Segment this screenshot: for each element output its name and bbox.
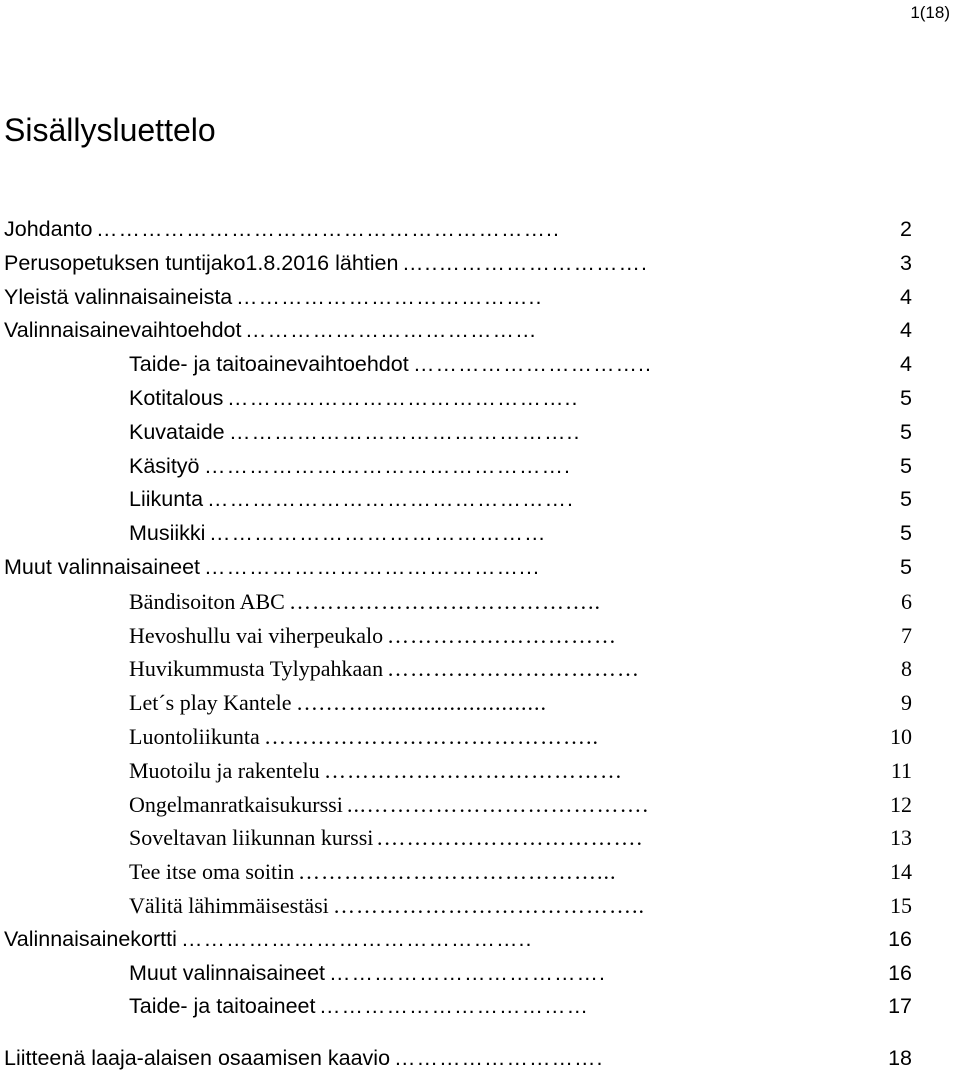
toc-entry-label: Kotitalous (129, 382, 225, 415)
toc-page-number: 5 (896, 483, 912, 516)
toc-page-number: 3 (896, 247, 912, 280)
toc-entry-label: Johdanto (4, 213, 94, 246)
toc-page-number: 5 (896, 517, 912, 550)
toc-entry[interactable] (0, 517, 960, 551)
toc-entry-label: Liikunta (129, 483, 205, 516)
toc-page-number: 2 (896, 213, 912, 246)
toc-page-number: 5 (896, 450, 912, 483)
toc-dot-leader: …………………………………………………….. (96, 217, 560, 241)
toc-dot-leader: …………………………………….. (264, 723, 599, 749)
toc-page-number: 10 (886, 720, 912, 753)
toc-dot-leader: ……………………………………….. (181, 926, 533, 951)
toc-entry-label: Yleistä valinnaisaineista (4, 281, 234, 314)
toc-dot-leader: ………………………… (387, 622, 617, 648)
toc-dot-leader: ……………………………………... (204, 554, 540, 579)
toc-entry-label: Musiikki (129, 517, 207, 550)
toc-dot-leader: …………………………………... (298, 859, 617, 885)
toc-entry[interactable] (0, 923, 960, 957)
toc-entry-label: Huvikummusta Tylypahkaan (129, 652, 385, 685)
toc-dot-leader: ……………………………… (319, 994, 589, 1019)
toc-entry[interactable] (0, 551, 960, 585)
toc-entry[interactable] (0, 821, 960, 855)
toc-dot-leader: ………………………. (394, 1046, 604, 1071)
toc-entry[interactable] (0, 957, 960, 991)
toc-entry-label: Taide- ja taitoaineet (129, 990, 317, 1023)
toc-entry-label: Soveltavan liikunnan kurssi (129, 821, 375, 854)
toc-page-number: 14 (886, 855, 912, 888)
toc-entry-label: Valinnaisainevaihtoehdot (4, 314, 243, 347)
toc-entry-label: Muut valinnaisaineet (129, 957, 327, 990)
toc-entry[interactable] (0, 585, 960, 619)
toc-entry-label: Let´s play Kantele (129, 686, 294, 719)
toc-entry[interactable] (0, 314, 960, 348)
toc-entry[interactable] (0, 788, 960, 822)
toc-entry-label: Välitä lähimmäisestäsi (129, 889, 331, 922)
toc-dot-leader: ……………………………………… (209, 521, 547, 546)
toc-dot-leader: ….……........................... (296, 690, 547, 716)
toc-entry[interactable] (0, 652, 960, 686)
toc-dot-leader: …………………………………………. (207, 487, 574, 512)
toc-page-number: 6 (897, 585, 912, 618)
toc-entry[interactable] (0, 686, 960, 720)
toc-entry[interactable] (0, 855, 960, 889)
toc-page-number: 18 (884, 1042, 912, 1075)
toc-dot-leader: ……………………………………….. (229, 419, 581, 444)
toc-entry-label: Liitteenä laaja-alaisen osaamisen kaavio (4, 1042, 392, 1075)
page-number: 1(18) (910, 3, 950, 22)
toc-page-number: 16 (884, 923, 912, 956)
toc-dot-leader: ………………………….. (413, 352, 652, 377)
toc-dot-leader: ………………………………….. (333, 892, 645, 918)
toc-page-number: 5 (896, 551, 912, 584)
toc-title: Sisällysluettelo (4, 112, 216, 148)
toc-entry-label: Perusopetuksen tuntijako1.8.2016 lähtien (4, 247, 400, 280)
toc-dot-leader: …………………………………………. (204, 453, 571, 478)
toc-dot-leader: ………………………………. (329, 960, 606, 985)
toc-dot-leader: …..………………………. (402, 250, 648, 275)
toc-entry-label: Tee itse oma soitin (129, 855, 296, 888)
toc-entry[interactable] (0, 382, 960, 416)
toc-dot-leader: ...………………………………. (347, 791, 649, 817)
toc-dot-leader: …………………………… (387, 656, 640, 682)
toc-dot-leader: ………………………………… (245, 318, 538, 343)
toc-entry[interactable] (0, 348, 960, 382)
toc-page-number: 7 (897, 619, 912, 652)
toc-entry[interactable] (0, 416, 960, 450)
toc-page-number: 8 (897, 652, 912, 685)
toc-entry[interactable] (0, 450, 960, 484)
toc-entry-label: Käsityö (129, 450, 202, 483)
toc-page-number: 12 (886, 788, 912, 821)
toc-entry[interactable] (0, 990, 960, 1024)
toc-entry-label: Valinnaisainekortti (4, 923, 179, 956)
toc-entry[interactable] (0, 720, 960, 754)
toc-entry-label: Muotoilu ja rakentelu (129, 754, 322, 787)
table-of-contents (0, 213, 960, 1076)
toc-dot-leader: .……………………………. (377, 825, 643, 851)
toc-entry[interactable] (0, 483, 960, 517)
toc-entry[interactable] (0, 247, 960, 281)
toc-dot-leader: ………………………………….. (236, 284, 543, 309)
toc-dot-leader: ………………………………… (324, 757, 623, 783)
toc-entry[interactable] (0, 889, 960, 923)
toc-page-number: 13 (886, 821, 912, 854)
toc-page-number: 5 (896, 382, 912, 415)
toc-dot-leader: ……………………………………….. (227, 385, 579, 410)
toc-page-number: 4 (896, 281, 912, 314)
toc-entry[interactable] (0, 1042, 960, 1076)
toc-entry-label: Taide- ja taitoainevaihtoehdot (129, 348, 411, 381)
toc-page-number: 4 (896, 314, 912, 347)
toc-entry[interactable] (0, 213, 960, 247)
toc-dot-leader: ………………………………….. (289, 588, 601, 614)
toc-entry-label: Luontoliikunta (129, 720, 262, 753)
toc-entry-label: Kuvataide (129, 416, 227, 449)
toc-entry-label: Bändisoiton ABC (129, 585, 287, 618)
toc-page-number: 17 (884, 990, 912, 1023)
toc-entry-label: Muut valinnaisaineet (4, 551, 202, 584)
toc-entry-label: Ongelmanratkaisukurssi (129, 788, 345, 821)
toc-entry[interactable] (0, 754, 960, 788)
toc-entry-label: Hevoshullu vai viherpeukalo (129, 619, 385, 652)
toc-page-number: 5 (896, 416, 912, 449)
toc-entry[interactable] (0, 281, 960, 315)
toc-entry[interactable] (0, 619, 960, 653)
toc-page-number: 11 (887, 754, 912, 787)
toc-page-number: 15 (886, 889, 912, 922)
toc-page-number: 9 (897, 686, 912, 719)
toc-page-number: 4 (896, 348, 912, 381)
toc-page-number: 16 (884, 957, 912, 990)
